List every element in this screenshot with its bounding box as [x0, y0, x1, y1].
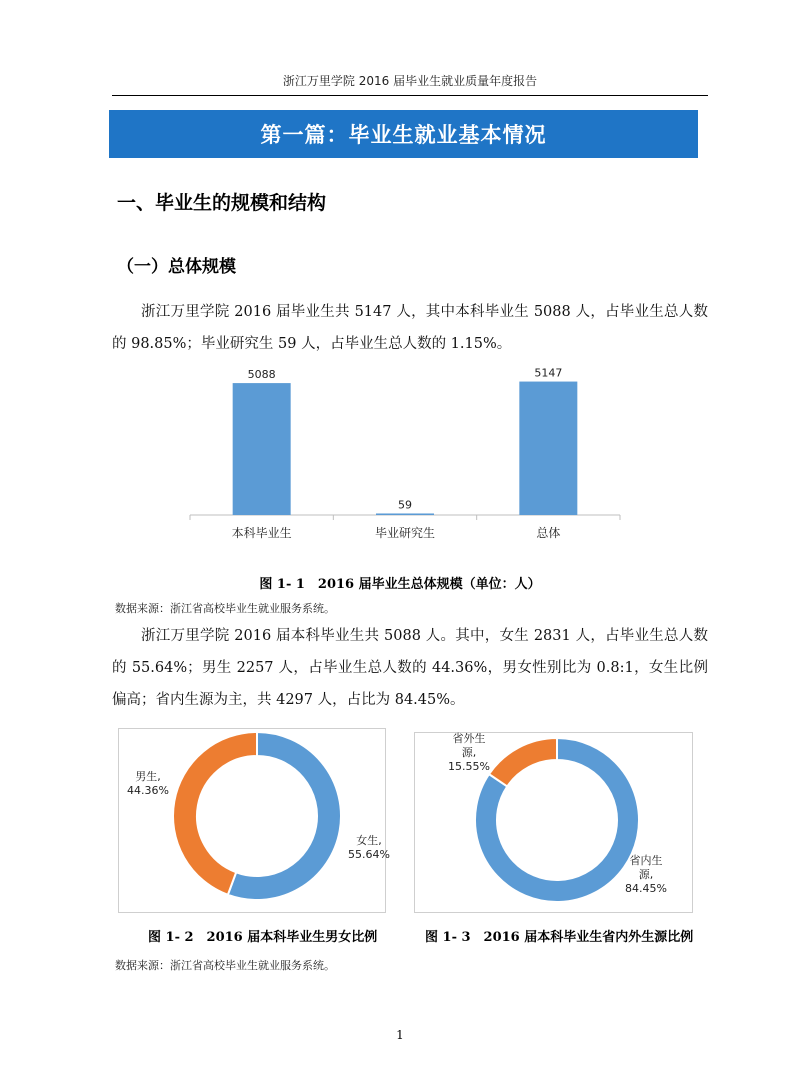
bar-总体: [519, 382, 577, 515]
data-source-note-2: 数据来源：浙江省高校毕业生就业服务系统。: [115, 959, 335, 972]
page-number: 1: [396, 1028, 404, 1042]
slice-label: 女生, 55.64%: [348, 834, 390, 861]
category-label: 毕业研究生: [374, 526, 436, 540]
header-divider: [112, 95, 708, 96]
figure-caption-3: 图 1- 3 2016 届本科毕业生省内外生源比例: [425, 930, 694, 945]
paragraph-total-scale: 浙江万里学院 2016 届毕业生共 5147 人，其中本科毕业生 5088 人，占毕业生总人数的 98.85%；毕业研究生 59 人，占毕业生总人数的 1.15%。: [112, 304, 708, 352]
data-source-note-1: 数据来源：浙江省高校毕业生就业服务系统。: [115, 602, 335, 615]
donut-chart-gender: [118, 728, 390, 911]
category-label: 本科毕业生: [231, 526, 292, 540]
figure-caption-2: 图 1- 2 2016 届本科毕业生男女比例: [148, 930, 378, 945]
bar-chart-total-scale: [190, 366, 620, 555]
slice-label: 省内生源, 84.45%: [625, 854, 667, 895]
donut-chart-origin: [414, 732, 691, 911]
section-heading: 一、毕业生的规模和结构: [117, 192, 327, 214]
data-label: 5147: [534, 366, 563, 380]
chapter-banner: 第一篇：毕业生就业基本情况: [109, 110, 698, 158]
data-label: 59: [398, 498, 412, 512]
subsection-heading: （一）总体规模: [117, 257, 236, 277]
bar-本科毕业生: [233, 383, 291, 515]
slice-label: 男生, 44.36%: [127, 770, 169, 797]
slice-label: 省外生源, 15.55%: [448, 732, 490, 773]
data-label: 5088: [247, 368, 276, 382]
paragraph-gender-origin: 浙江万里学院 2016 届本科毕业生共 5088 人。其中，女生 2831 人，占毕业生总人数的 55.64%；男生 2257 人，占毕业生总人数的 44.36%，男女性别比为 0.8:1，女生比例偏高；省内生源为主，共 4297 人，占比为 84.45%。: [112, 628, 708, 708]
slice-省外生源: [489, 738, 557, 786]
category-label: 总体: [536, 526, 561, 540]
figure-caption-1: 图 1- 1 2016 届毕业生总体规模（单位：人）: [259, 577, 541, 592]
page-header-title: 浙江万里学院 2016 届毕业生就业质量年度报告: [282, 74, 538, 88]
bar-毕业研究生: [376, 513, 434, 515]
slice-男生: [173, 732, 257, 895]
